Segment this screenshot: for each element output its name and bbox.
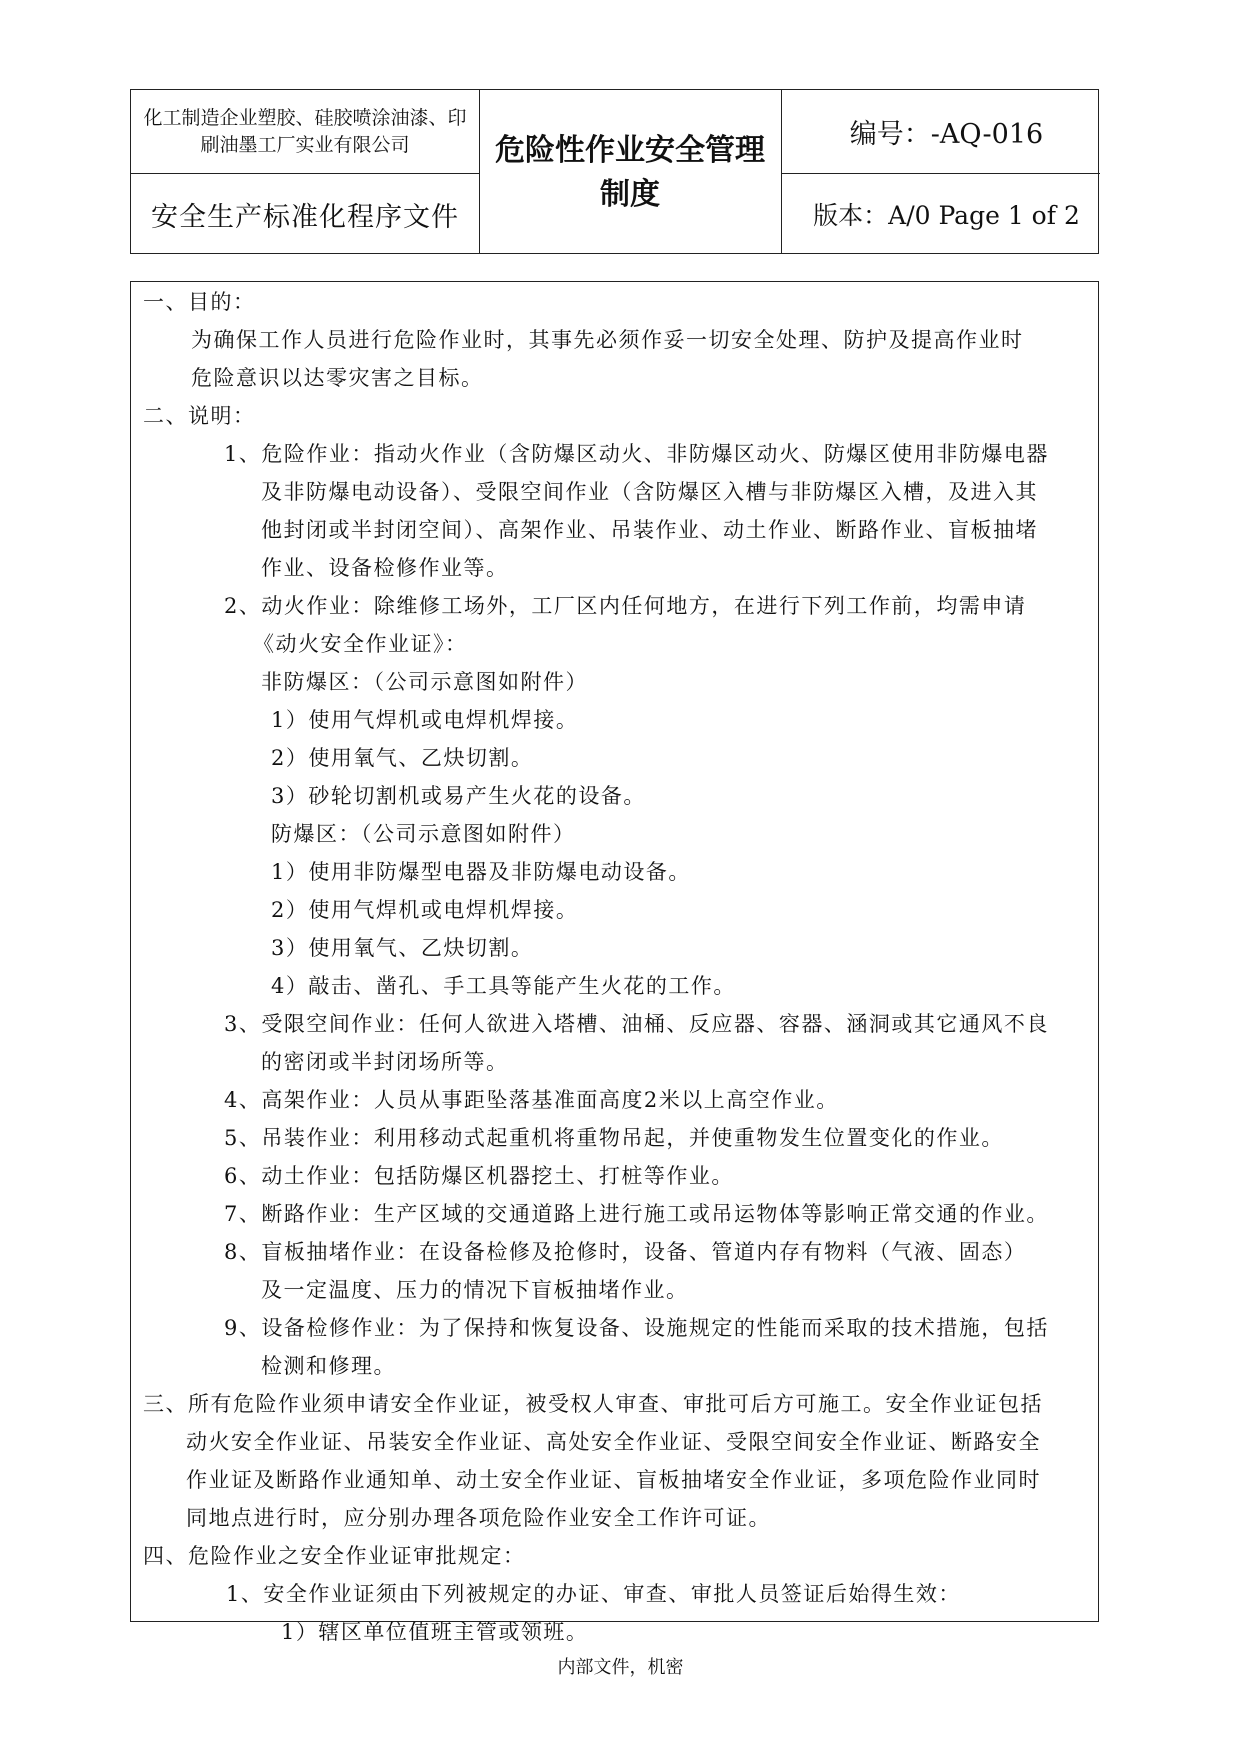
paragraph-line: 《动火安全作业证》： [253,632,468,656]
paragraph-line: 同地点进行时，应分别办理各项危险作业安全工作许可证。 [186,1506,771,1530]
document-title: 危险性作业安全管理制度 [495,132,765,212]
list-item: 7、断路作业：生产区域的交通道路上进行施工或吊运物体等影响正常交通的作业。 [224,1202,1049,1226]
sub-list-item: 1）使用气焊机或电焊机焊接。 [271,708,579,732]
sub-list-item: 4）敲击、凿孔、手工具等能产生火花的工作。 [271,974,736,998]
paragraph-line: 非防爆区：（公司示意图如附件） [261,670,588,694]
section-heading: 一、目的： [143,290,256,314]
sub-list-item: 2）使用气焊机或电焊机焊接。 [271,898,579,922]
paragraph-line: 及一定温度、压力的情况下盲板抽堵作业。 [261,1278,689,1302]
paragraph-line: 动火安全作业证、吊装安全作业证、高处安全作业证、受限空间安全作业证、断路安全 [186,1430,1041,1454]
paragraph-line: 作业证及断路作业通知单、动土安全作业证、盲板抽堵安全作业证，多项危险作业同时 [186,1468,1041,1492]
paragraph-line: 作业、设备检修作业等。 [261,556,509,580]
company-name: 化工制造企业塑胶、硅胶喷涂油漆、印刷油墨工厂实业有限公司 [143,106,467,156]
list-item: 6、动土作业：包括防爆区机器挖土、打桩等作业。 [224,1164,734,1188]
paragraph-line: 危险意识以达零灾害之目标。 [191,366,484,390]
list-item: 3、受限空间作业：任何人欲进入塔槽、油桶、反应器、容器、涵洞或其它通风不良 [224,1012,1049,1036]
document-category: 安全生产标准化程序文件 [151,201,459,233]
sub-list-item: 3）砂轮切割机或易产生火花的设备。 [271,784,646,808]
list-item: 1、危险作业：指动火作业（含防爆区动火、非防爆区动火、防爆区使用非防爆电器 [224,442,1049,466]
section-heading: 三、所有危险作业须申请安全作业证，被受权人审查、审批可后方可施工。安全作业证包括 [143,1392,1043,1416]
list-item: 9、设备检修作业：为了保持和恢复设备、设施规定的性能而采取的技术措施，包括 [224,1316,1049,1340]
sub-list-item: 1）使用非防爆型电器及非防爆电动设备。 [271,860,691,884]
list-item: 4、高架作业：人员从事距坠落基准面高度2米以上高空作业。 [224,1088,839,1112]
paragraph-line: 的密闭或半封闭场所等。 [261,1050,509,1074]
paragraph-line: 他封闭或半封闭空间）、高架作业、吊装作业、动土作业、断路作业、盲板抽堵 [261,518,1038,542]
section-heading: 二、说明： [143,404,256,428]
sub-list-item: 2）使用氧气、乙炔切割。 [271,746,534,770]
paragraph-line: 检测和修理。 [261,1354,396,1378]
document-body [130,281,1099,1644]
paragraph-line: 防爆区：（公司示意图如附件） [271,822,576,846]
document-version: 版本：A/0 Page 1 of 2 [813,201,1080,230]
document-number: 编号：-AQ-016 [849,119,1044,150]
list-item: 5、吊装作业：利用移动式起重机将重物吊起，并使重物发生位置变化的作业。 [224,1126,1004,1150]
sub-list-item: 3）使用氧气、乙炔切割。 [271,936,534,960]
sub-list-item: 1）辖区单位值班主管或领班。 [281,1620,589,1644]
section-heading: 四、危险作业之安全作业证审批规定： [143,1544,526,1568]
footer-confidential: 内部文件，机密 [557,1657,684,1678]
header-table [130,89,1099,254]
paragraph-line: 为确保工作人员进行危险作业时，其事先必须作妥一切安全处理、防护及提高作业时 [191,328,1024,352]
paragraph-line: 及非防爆电动设备）、受限空间作业（含防爆区入槽与非防爆区入槽，及进入其 [261,480,1038,504]
list-item: 1、安全作业证须由下列被规定的办证、审查、审批人员签证后始得生效： [226,1582,961,1606]
list-item: 8、盲板抽堵作业：在设备检修及抢修时，设备、管道内存有物料（气液、固态） [224,1240,1027,1264]
list-item: 2、动火作业：除维修工场外，工厂区内任何地方，在进行下列工作前，均需申请 [224,594,1027,618]
